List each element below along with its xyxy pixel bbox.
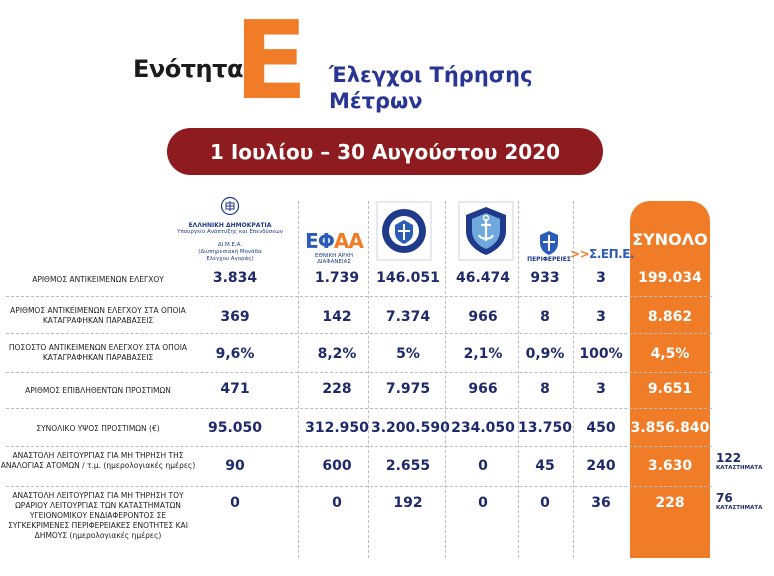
cell-coast-guard: 2,1% xyxy=(463,346,503,362)
row-divider xyxy=(6,446,712,447)
cell-coast-guard: 46.474 xyxy=(455,270,511,286)
stores-count-number: 76 xyxy=(716,491,733,505)
cell-total: 4,5% xyxy=(650,346,690,362)
cell-regions: 13.750 xyxy=(517,420,573,436)
cell-sepe: 240 xyxy=(586,458,616,474)
stores-count-number: 122 xyxy=(716,451,742,465)
regions-caption: ΠΕΡΙΦΕΡΕΙΕΣ xyxy=(527,256,571,263)
cell-total: 8.862 xyxy=(647,309,693,325)
row-divider xyxy=(6,296,712,297)
greek-emblem-icon xyxy=(220,196,240,216)
cell-police: 2.655 xyxy=(385,458,431,474)
ministry-line-2: Υπουργείο Ανάπτυξης και Επενδύσεων xyxy=(177,229,283,235)
cell-police: 146.051 xyxy=(376,270,440,286)
stores-count xyxy=(716,451,762,471)
ministry-line-5: Ελέγχου Αγοράς) xyxy=(206,256,254,262)
cell-regions: 45 xyxy=(535,458,555,474)
cell-efa: 600 xyxy=(322,458,352,474)
cell-efa: 142 xyxy=(322,309,352,325)
row-divider xyxy=(6,333,712,334)
cell-coast-guard: 0 xyxy=(478,495,488,511)
total-column-header: ΣΥΝΟΛΟ xyxy=(632,230,708,249)
efa-caption: ΕΘΝΙΚΗ ΑΡΧΗ ΔΙΑΦΑΝΕΙΑΣ xyxy=(314,253,353,265)
cell-efa: 1.739 xyxy=(314,270,360,286)
regions-emblem-icon xyxy=(538,230,560,256)
cell-total: 199.034 xyxy=(638,270,702,286)
sepe-mark-text: Σ.ΕΠ.Ε. xyxy=(589,247,634,261)
section-word: Ενότητα xyxy=(133,55,243,83)
cell-total: 3.856.840 xyxy=(630,420,710,436)
sepe-mark xyxy=(570,247,634,261)
ministry-line-3: ΔΙ.Μ.Ε.Α. xyxy=(217,242,243,248)
ministry-line-1: ΕΛΛΗΝΙΚΗ ΔΗΜΟΚΡΑΤΙΑ xyxy=(188,222,272,229)
cell-regions: 8 xyxy=(540,309,550,325)
stores-count xyxy=(716,491,762,511)
cell-police: 7.374 xyxy=(385,309,431,325)
cell-coast-guard: 0 xyxy=(478,458,488,474)
coast-guard-logo xyxy=(458,201,514,261)
row-label: ΑΡΙΘΜΟΣ ΕΠΙΒΛΗΘΕΝΤΩΝ ΠΡΟΣΤΙΜΩΝ xyxy=(25,386,171,395)
cell-sepe: 100% xyxy=(579,346,623,362)
agency-logos xyxy=(0,183,774,266)
cell-regions: 933 xyxy=(530,270,560,286)
row-divider xyxy=(6,372,712,373)
cell-sepe: 3 xyxy=(596,381,606,397)
cell-ministry: 0 xyxy=(230,495,240,511)
cell-sepe: 36 xyxy=(591,495,611,511)
cell-efa: 8,2% xyxy=(317,346,357,362)
row-divider xyxy=(6,408,712,409)
efa-logo xyxy=(303,225,365,265)
row-label: ΑΝΑΣΤΟΛΗ ΛΕΙΤΟΥΡΓΙΑΣ ΓΙΑ ΜΗ ΤΗΡΗΣΗ ΤΟΥ ΩΡΑΡΙΟΥ ΛΕΙΤΟΥΡΓΙΑΣ ΤΩΝ ΚΑΤΑΣΤΗΜΑΤΩΝ ΥΓΕΙΟΝΟΜΙΚΟΥ ΕΝΔΙΑΦΕΡΟΝΤΟΣ ΣΕ ΣΥΓΚΕΚΡΙΜΕΝΕΣ ΠΕΡΙΦΕΡΕΙΑΚΕΣ ΕΝΟΤΗΤΕΣ ΚΑΙ ΔΗΜΟΥΣ (ημερολογιακές ημέρες) xyxy=(8,491,188,540)
cell-ministry: 471 xyxy=(220,381,250,397)
cell-police: 192 xyxy=(393,495,423,511)
cell-regions: 8 xyxy=(540,381,550,397)
efa-mark-a: ΕΦ xyxy=(305,229,334,253)
page-title xyxy=(329,62,533,114)
efa-mark-b: ΑΑ xyxy=(333,229,363,253)
row-label: ΑΝΑΣΤΟΛΗ ΛΕΙΤΟΥΡΓΙΑΣ ΓΙΑ ΜΗ ΤΗΡΗΣΗ ΤΗΣ ΑΝΑΛΟΓΙΑΣ ΑΤΟΜΩΝ / τ.μ. (ημερολογιακές ημέρες) xyxy=(0,451,196,470)
cell-sepe: 450 xyxy=(586,420,616,436)
cell-regions: 0 xyxy=(540,495,550,511)
cell-coast-guard: 966 xyxy=(468,381,498,397)
cell-sepe: 3 xyxy=(596,309,606,325)
cell-police: 5% xyxy=(396,346,420,362)
cell-coast-guard: 966 xyxy=(468,309,498,325)
cell-ministry: 90 xyxy=(225,458,245,474)
cell-ministry: 3.834 xyxy=(212,270,258,286)
cell-coast-guard: 234.050 xyxy=(451,420,515,436)
row-label: ΑΡΙΘΜΟΣ ΑΝΤΙΚΕΙΜΕΝΩΝ ΕΛΕΓΧΟΥ xyxy=(32,275,164,284)
cell-total: 9.651 xyxy=(647,381,693,397)
cell-efa: 228 xyxy=(322,381,352,397)
cell-efa: 312.950 xyxy=(305,420,369,436)
cell-total: 228 xyxy=(655,495,685,511)
cell-total: 3.630 xyxy=(647,458,693,474)
cell-regions: 0,9% xyxy=(525,346,565,362)
stores-count-label: ΚΑΤΑΣΤΗΜΑΤΑ xyxy=(716,505,763,511)
header xyxy=(0,0,774,125)
row-label: ΑΡΙΘΜΟΣ ΑΝΤΙΚΕΙΜΕΝΩΝ ΕΛΕΓΧΟΥ ΣΤΑ ΟΠΟΙΑ ΚΑΤΑΓΡΑΦΗΚΑΝ ΠΑΡΑΒΑΣΕΙΣ xyxy=(10,306,186,325)
row-label: ΠΟΣΟΣΤΟ ΑΝΤΙΚΕΙΜΕΝΩΝ ΕΛΕΓΧΟΥ ΣΤΑ ΟΠΟΙΑ ΚΑΤΑΓΡΑΦΗΚΑΝ ΠΑΡΑΒΑΣΕΙΣ xyxy=(8,343,188,362)
ministry-line-4: (Διυπηρεσιακή Μονάδα xyxy=(198,249,262,255)
cell-police: 3.200.590 xyxy=(371,420,450,436)
ministry-logo xyxy=(168,187,292,263)
row-label: ΣΥΝΟΛΙΚΟ ΥΨΟΣ ΠΡΟΣΤΙΜΩΝ (€) xyxy=(36,424,160,433)
title-line-1: Έλεγχοι Τήρησης xyxy=(329,63,533,87)
cell-ministry: 95.050 xyxy=(207,420,263,436)
sepe-logo xyxy=(570,231,634,261)
coast-guard-badge-icon xyxy=(458,201,514,261)
cell-police: 7.975 xyxy=(385,381,431,397)
title-line-2: Μέτρων xyxy=(329,89,423,113)
sepe-arrow-icon: >> xyxy=(570,247,590,261)
stores-count-label: ΚΑΤΑΣΤΗΜΑΤΑ xyxy=(716,465,763,471)
section-letter: E xyxy=(234,0,306,124)
police-logo xyxy=(376,201,432,261)
cell-ministry: 369 xyxy=(220,309,250,325)
date-range-banner: 1 Ιουλίου – 30 Αυγούστου 2020 xyxy=(167,128,603,175)
regions-logo xyxy=(527,221,571,263)
cell-sepe: 3 xyxy=(596,270,606,286)
row-divider xyxy=(6,486,712,487)
police-badge-icon xyxy=(376,201,432,261)
cell-ministry: 9,6% xyxy=(215,346,255,362)
cell-efa: 0 xyxy=(332,495,342,511)
efa-mark xyxy=(305,229,363,253)
